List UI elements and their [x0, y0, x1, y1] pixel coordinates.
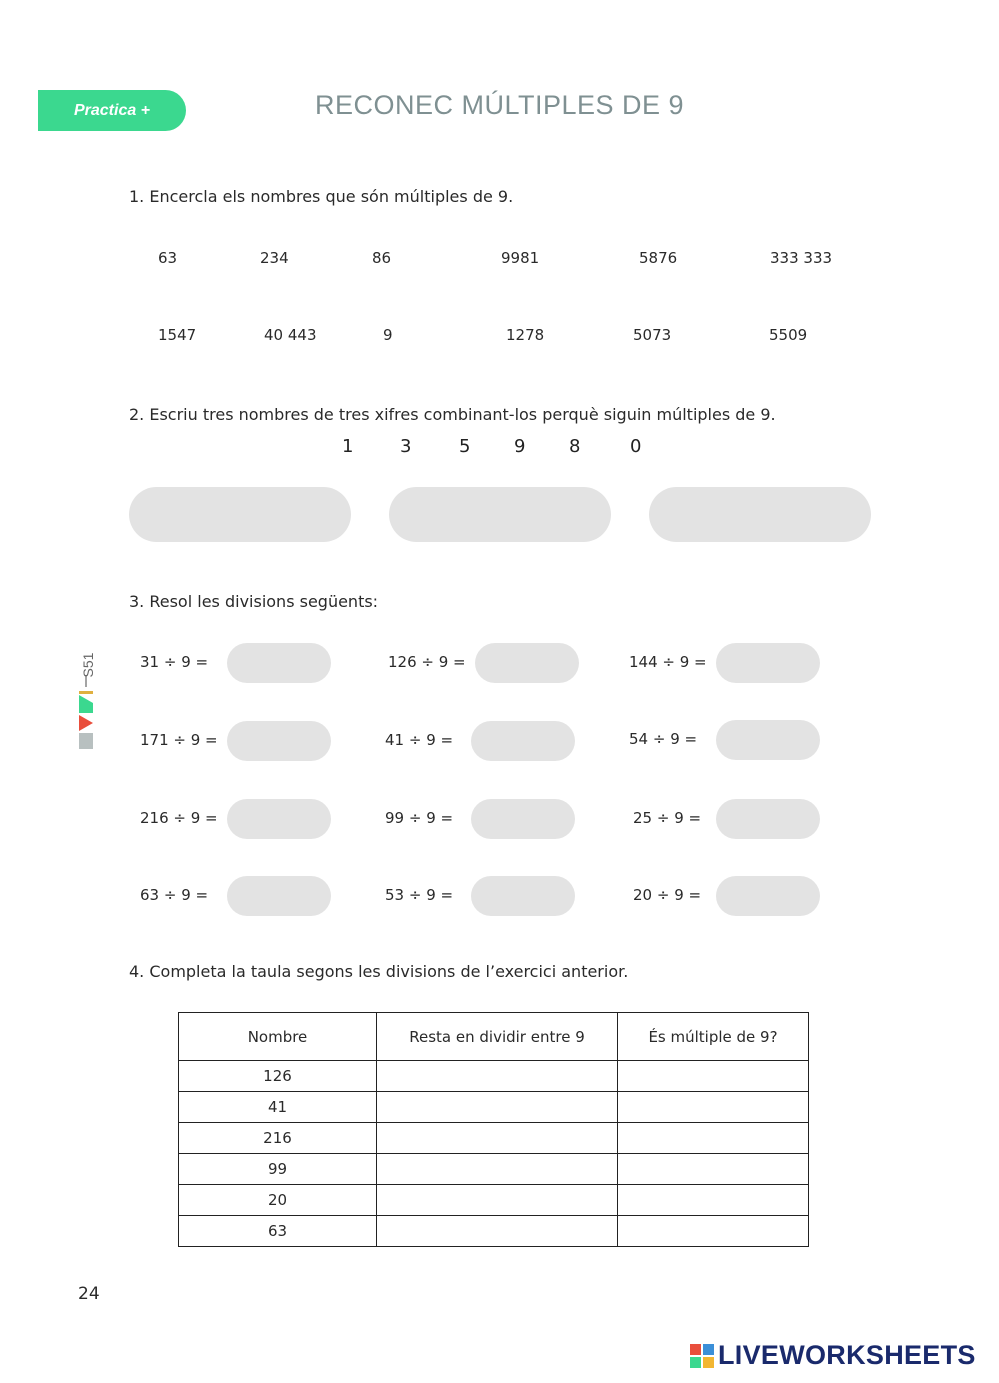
liveworksheets-icon — [690, 1344, 714, 1368]
division-answer[interactable] — [475, 643, 579, 683]
division-label: 216 ÷ 9 = — [140, 809, 218, 827]
multiple-cell[interactable] — [618, 1154, 809, 1185]
number-item[interactable]: 9981 — [501, 249, 540, 267]
column-header: És múltiple de 9? — [618, 1013, 809, 1061]
number-item[interactable]: 234 — [260, 249, 289, 267]
division-answer[interactable] — [716, 876, 820, 916]
division-label: 126 ÷ 9 = — [388, 653, 466, 671]
table-row — [179, 1092, 809, 1123]
unit-code: S51 — [80, 652, 96, 678]
number-cell: 20 — [179, 1185, 377, 1216]
digit: 5 — [459, 436, 471, 457]
answer-field-2[interactable] — [389, 487, 611, 542]
table-row — [179, 1154, 809, 1185]
exercise4-prompt: 4. Completa la taula segons les divisions de l’exercici anterior. — [129, 962, 629, 981]
number-cell: 99 — [179, 1154, 377, 1185]
number-cell: 63 — [179, 1216, 377, 1247]
division-answer[interactable] — [716, 799, 820, 839]
multiple-cell[interactable] — [618, 1092, 809, 1123]
number-item[interactable]: 9 — [383, 326, 393, 344]
column-header: Nombre — [179, 1013, 377, 1061]
number-item[interactable]: 5876 — [639, 249, 678, 267]
number-item[interactable]: 1278 — [506, 326, 545, 344]
number-item[interactable]: 63 — [158, 249, 178, 267]
division-label: 63 ÷ 9 = — [140, 886, 209, 904]
division-label: 31 ÷ 9 = — [140, 653, 209, 671]
division-label: 41 ÷ 9 = — [385, 731, 454, 749]
table-row — [179, 1123, 809, 1154]
exercise1-prompt: 1. Encercla els nombres que són múltiples de 9. — [129, 187, 514, 206]
division-answer[interactable] — [227, 721, 331, 761]
division-answer[interactable] — [227, 876, 331, 916]
table-row — [179, 1061, 809, 1092]
division-answer[interactable] — [227, 643, 331, 683]
division-label: 171 ÷ 9 = — [140, 731, 218, 749]
remainder-cell[interactable] — [377, 1123, 618, 1154]
table-header-row — [179, 1013, 809, 1061]
multiple-cell[interactable] — [618, 1185, 809, 1216]
page-title: RECONEC MÚLTIPLES DE 9 — [314, 90, 685, 120]
multiple-cell[interactable] — [618, 1216, 809, 1247]
digit: 8 — [569, 436, 581, 457]
column-header: Resta en dividir entre 9 — [377, 1013, 618, 1061]
table-row — [179, 1216, 809, 1247]
number-cell: 216 — [179, 1123, 377, 1154]
division-answer[interactable] — [471, 876, 575, 916]
number-cell: 41 — [179, 1092, 377, 1123]
division-label: 53 ÷ 9 = — [385, 886, 454, 904]
multiple-cell[interactable] — [618, 1123, 809, 1154]
division-answer[interactable] — [716, 643, 820, 683]
practica-tag: Practica + — [38, 90, 186, 131]
number-item[interactable]: 1547 — [158, 326, 197, 344]
emat-logo — [79, 691, 93, 749]
division-answer[interactable] — [716, 720, 820, 760]
multiple-cell[interactable] — [618, 1061, 809, 1092]
number-item[interactable]: 40 443 — [264, 326, 317, 344]
remainder-cell[interactable] — [377, 1092, 618, 1123]
number-item[interactable]: 5509 — [769, 326, 808, 344]
page-number: 24 — [78, 1284, 100, 1304]
division-label: 20 ÷ 9 = — [633, 886, 702, 904]
number-item[interactable]: 5073 — [633, 326, 672, 344]
remainder-cell[interactable] — [377, 1216, 618, 1247]
digit: 9 — [514, 436, 526, 457]
division-answer[interactable] — [227, 799, 331, 839]
remainder-cell[interactable] — [377, 1061, 618, 1092]
liveworksheets-wordmark: LIVEWORKSHEETS — [718, 1340, 976, 1370]
digit: 1 — [342, 436, 354, 457]
division-answer[interactable] — [471, 721, 575, 761]
number-cell: 126 — [179, 1061, 377, 1092]
emat-sidebar — [66, 625, 110, 765]
number-item[interactable]: 86 — [372, 249, 392, 267]
liveworksheets-logo — [690, 1340, 976, 1371]
exercise3-prompt: 3. Resol les divisions següents: — [129, 592, 379, 611]
digit: 0 — [630, 436, 642, 457]
remainder-cell[interactable] — [377, 1185, 618, 1216]
number-item[interactable]: 333 333 — [770, 249, 833, 267]
table-row — [179, 1185, 809, 1216]
division-label: 99 ÷ 9 = — [385, 809, 454, 827]
division-label: 25 ÷ 9 = — [633, 809, 702, 827]
division-label: 144 ÷ 9 = — [629, 653, 707, 671]
exercise2-prompt: 2. Escriu tres nombres de tres xifres combinant-los perquè siguin múltiples de 9. — [129, 405, 776, 424]
results-table — [178, 1012, 809, 1247]
division-label: 54 ÷ 9 = — [629, 730, 698, 748]
answer-field-1[interactable] — [129, 487, 351, 542]
digit: 3 — [400, 436, 412, 457]
division-answer[interactable] — [471, 799, 575, 839]
answer-field-3[interactable] — [649, 487, 871, 542]
remainder-cell[interactable] — [377, 1154, 618, 1185]
